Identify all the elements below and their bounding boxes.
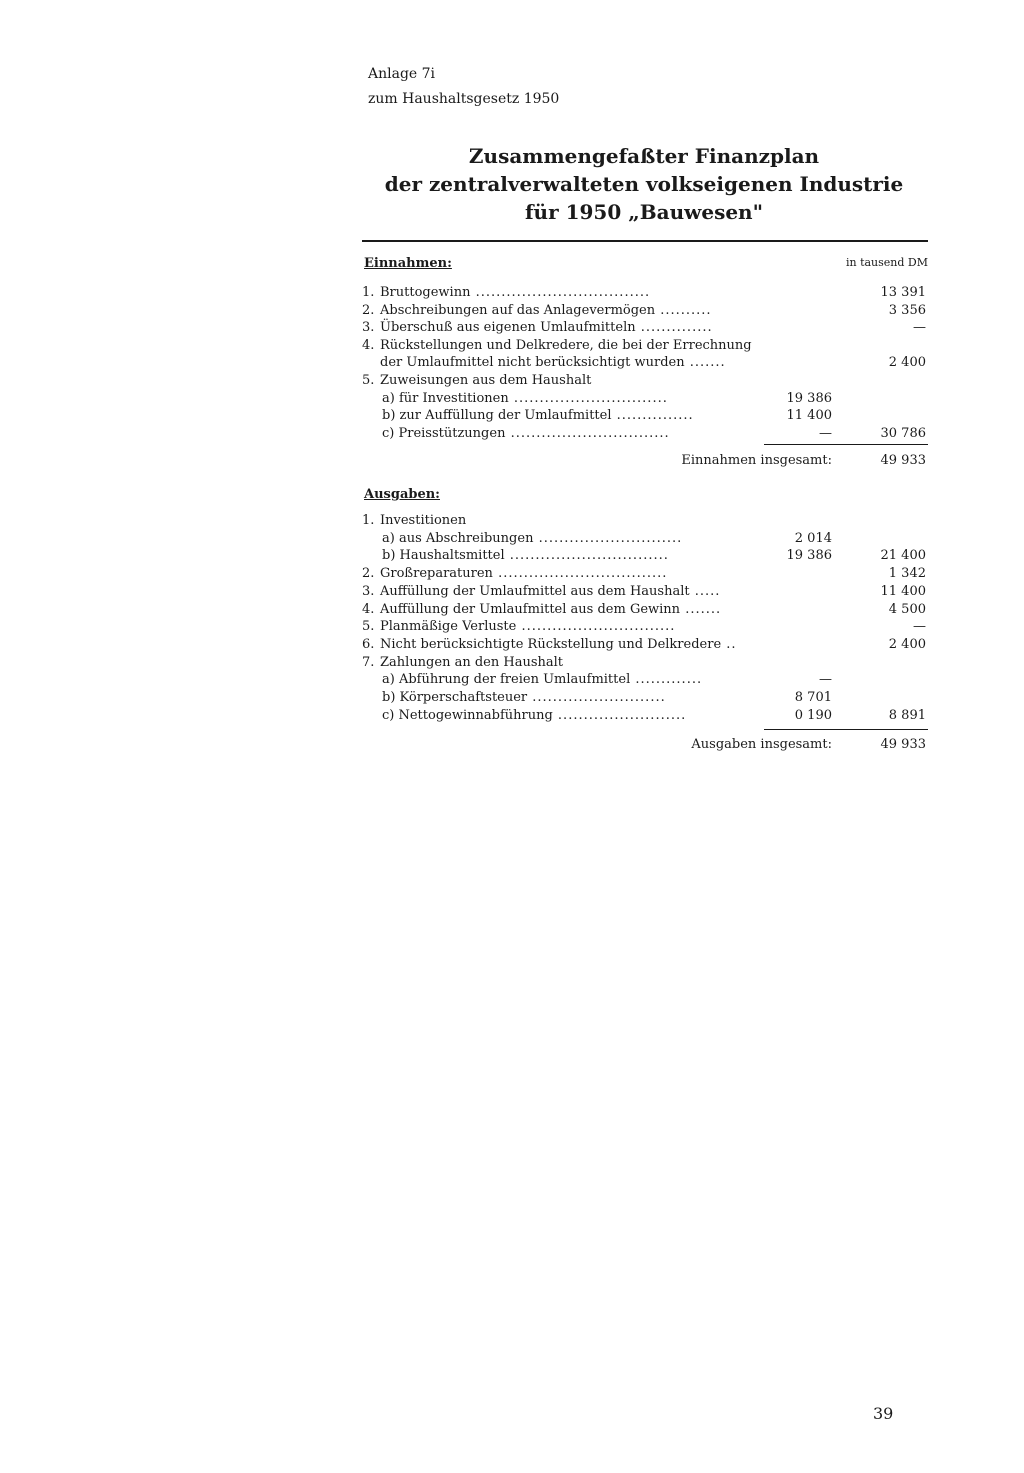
row-number: 3. — [362, 583, 375, 599]
row-label — [382, 707, 686, 724]
title-line-2: der zentralverwalteten volkseigenen Industrie — [384, 172, 904, 196]
row-text: b) zur Auffüllung der Umlaufmittel — [382, 408, 612, 424]
leader-dots: .............. — [635, 320, 713, 336]
subamount-cell: 8 701 — [794, 690, 832, 705]
row-text: der Umlaufmittel nicht berücksichtigt wurden — [380, 355, 685, 371]
row-text: a) für Investitionen — [382, 390, 509, 406]
row-label — [380, 337, 752, 354]
row-label — [380, 354, 726, 371]
income-heading: Einnahmen: — [364, 256, 452, 271]
table-row — [362, 284, 928, 301]
row-label — [380, 372, 591, 389]
income-total-value: 49 933 — [880, 453, 926, 468]
table-row — [362, 547, 928, 564]
subamount-cell: 19 386 — [786, 390, 832, 406]
amount-cell: 4 500 — [888, 601, 926, 617]
annex-line-2: zum Haushaltsgesetz 1950 — [368, 91, 560, 107]
table-row — [362, 565, 928, 582]
leader-dots: ............................... — [504, 548, 669, 564]
leader-dots: ............................... — [505, 425, 670, 441]
row-number: 1. — [362, 513, 375, 528]
title-line-3: für 1950 „Bauwesen" — [524, 200, 764, 224]
row-number: 2. — [362, 566, 375, 582]
row-label — [380, 601, 721, 618]
table-row — [362, 337, 928, 354]
row-text: b) Haushaltsmittel — [382, 548, 505, 564]
row-label — [380, 583, 720, 600]
row-label — [380, 512, 466, 529]
amount-cell: — — [913, 619, 926, 635]
table-row — [362, 530, 928, 547]
amount-cell: 2 400 — [888, 355, 926, 371]
annex-reference — [368, 62, 559, 112]
row-text: Überschuß aus eigenen Umlaufmitteln — [380, 320, 636, 336]
amount-cell: 3 356 — [888, 302, 926, 318]
amount-cell: 8 891 — [888, 707, 926, 723]
leader-dots: .............................. — [516, 619, 676, 635]
row-text: a) aus Abschreibungen — [382, 530, 534, 546]
row-text: c) Preisstützungen — [382, 425, 506, 441]
row-number: 1. — [362, 285, 375, 300]
leader-dots: ....... — [680, 601, 722, 617]
expenses-heading: Ausgaben: — [364, 487, 440, 502]
amount-cell: 13 391 — [880, 285, 926, 300]
row-number: 2. — [362, 302, 375, 318]
table-row — [362, 319, 928, 336]
table-row — [362, 636, 928, 653]
row-text: Auffüllung der Umlaufmittel aus dem Gewinn — [380, 601, 681, 617]
expenses-total-label: Ausgaben insgesamt: — [691, 737, 832, 752]
income-total-row — [362, 452, 928, 469]
subamount-cell: — — [819, 425, 832, 441]
row-text: Rückstellungen und Delkredere, die bei der Errechnung — [380, 337, 752, 353]
amount-cell: — — [913, 320, 926, 336]
row-text: Abschreibungen auf das Anlagevermögen — [380, 302, 656, 318]
table-row — [362, 707, 928, 724]
row-label — [382, 390, 668, 407]
row-label — [382, 407, 694, 424]
leader-dots: .......... — [655, 302, 712, 318]
document-title — [360, 142, 928, 226]
row-number: 3. — [362, 320, 375, 336]
row-text: Zuweisungen aus dem Haushalt — [380, 373, 592, 388]
expenses-total-value: 49 933 — [880, 737, 926, 752]
row-label — [382, 530, 682, 547]
table-row — [362, 671, 928, 688]
row-number: 6. — [362, 636, 375, 652]
amount-cell: 21 400 — [880, 548, 926, 564]
leader-dots: ....... — [684, 355, 726, 371]
row-text: Investitionen — [380, 513, 467, 528]
row-text: Nicht berücksichtigte Rückstellung und Delkredere — [380, 636, 722, 652]
amount-cell: 2 400 — [888, 636, 926, 652]
unit-label: in tausend DM — [845, 256, 928, 269]
expenses-subtotal-rule — [764, 729, 928, 730]
leader-dots: ......................... — [552, 707, 687, 723]
table-row — [362, 354, 928, 371]
row-text: b) Körperschaftsteuer — [382, 690, 528, 705]
row-number: 4. — [362, 601, 375, 617]
leader-dots: ............. — [630, 672, 703, 688]
subamount-cell: 0 190 — [794, 707, 832, 723]
amount-cell: 1 342 — [888, 566, 926, 582]
income-total-label: Einnahmen insgesamt: — [681, 453, 832, 468]
subamount-cell: — — [819, 672, 832, 688]
table-row — [362, 372, 928, 389]
table-row — [362, 390, 928, 407]
table-row — [362, 583, 928, 600]
row-text: Bruttogewinn — [380, 285, 471, 300]
table-row — [362, 654, 928, 671]
annex-line-1: Anlage 7i — [368, 66, 436, 82]
row-text: Auffüllung der Umlaufmittel aus dem Haushalt — [380, 583, 690, 599]
row-text: c) Nettogewinnabführung — [382, 707, 553, 723]
row-text: Zahlungen an den Haushalt — [380, 654, 563, 670]
row-number: 4. — [362, 337, 375, 353]
leader-dots: .. — [721, 636, 737, 652]
row-label — [380, 565, 667, 582]
amount-cell: 11 400 — [880, 583, 926, 599]
table-row — [362, 512, 928, 529]
expenses-total-row — [362, 736, 928, 753]
row-text: a) Abführung der freien Umlaufmittel — [382, 672, 631, 688]
table-row — [362, 302, 928, 319]
row-number: 7. — [362, 654, 375, 670]
leader-dots: .......................... — [527, 690, 666, 705]
subamount-cell: 19 386 — [786, 548, 832, 564]
table-row — [362, 601, 928, 618]
row-label — [380, 618, 675, 635]
amount-cell: 30 786 — [880, 425, 926, 441]
header-rule — [362, 240, 928, 242]
row-label — [380, 284, 650, 301]
leader-dots: ............................ — [533, 530, 683, 546]
table-row — [362, 425, 928, 442]
leader-dots: ............... — [611, 408, 694, 424]
row-label — [382, 425, 670, 442]
subamount-cell: 2 014 — [794, 530, 832, 546]
table-row — [362, 689, 928, 706]
subamount-cell: 11 400 — [786, 408, 832, 424]
row-label — [380, 636, 737, 653]
row-label — [380, 302, 712, 319]
title-line-1: Zusammengefaßter Finanzplan — [468, 144, 820, 168]
table-row — [362, 407, 928, 424]
income-subtotal-rule — [764, 444, 928, 445]
row-label — [382, 547, 669, 564]
leader-dots: ..... — [689, 583, 721, 599]
page-number: 39 — [873, 1404, 894, 1423]
row-label — [382, 671, 702, 688]
row-label — [380, 319, 713, 336]
row-number: 5. — [362, 619, 375, 635]
leader-dots: .............................. — [508, 390, 668, 406]
row-label — [380, 654, 563, 671]
row-text: Planmäßige Verluste — [380, 619, 517, 635]
leader-dots: .................................. — [470, 285, 651, 300]
leader-dots: ................................. — [492, 566, 668, 582]
row-label — [382, 689, 666, 706]
table-row — [362, 618, 928, 635]
row-text: Großreparaturen — [380, 566, 493, 582]
row-number: 5. — [362, 373, 375, 388]
